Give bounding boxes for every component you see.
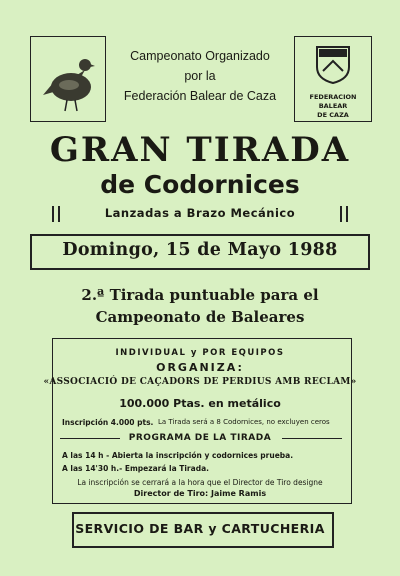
organizer-name: «ASSOCIACIÓ DE CAÇADORS DE PERDIUS AMB RECLAM» [43, 377, 357, 387]
closing-note: La inscripción se cerrará a la hora que el Director de Tiro designe [77, 478, 323, 487]
championship-line-2: Campeonato de Baleares [95, 308, 305, 326]
subtitle: de Codornices [100, 170, 300, 199]
program-item-2: A las 14'30 h.- Empezará la Tirada. [62, 464, 209, 473]
tagline: Lanzadas a Brazo Mecánico [104, 206, 296, 220]
organizer-line-2: por la [184, 69, 216, 83]
program-item-1: A las 14 h - Abierta la inscripción y codornices prueba. [62, 451, 294, 460]
championship-line-1: 2.ª Tirada puntuable para el [81, 286, 319, 304]
program-rule-right [282, 438, 342, 439]
main-title: GRAN TIRADA [49, 130, 351, 170]
federation-shield-icon [295, 37, 371, 87]
shield-caption-line-2: DE CAZA [317, 111, 349, 119]
inscription-fee: Inscripción 4.000 pts. [62, 418, 154, 427]
event-date: Domingo, 15 de Mayo 1988 [62, 240, 338, 260]
shooting-director: Director de Tiro: Jaime Ramis [133, 489, 267, 498]
federation-logo-frame [294, 36, 372, 122]
tirada-rules: La Tirada será a 8 Codornices, no excluyen ceros [158, 418, 330, 426]
modality: INDIVIDUAL y POR EQUIPOS [115, 348, 285, 358]
organiza-label: ORGANIZA: [156, 361, 244, 374]
shield-caption-line-1: FEDERACION BALEAR [309, 93, 357, 110]
prize: 100.000 Ptas. en metálico [119, 397, 281, 410]
program-title: PROGRAMA DE LA TIRADA [128, 433, 272, 443]
footer-services: SERVICIO DE BAR y CARTUCHERIA [75, 521, 325, 536]
organizer-line-3: Federación Balear de Caza [123, 89, 277, 103]
organizer-line-1: Campeonato Organizado [130, 49, 270, 63]
